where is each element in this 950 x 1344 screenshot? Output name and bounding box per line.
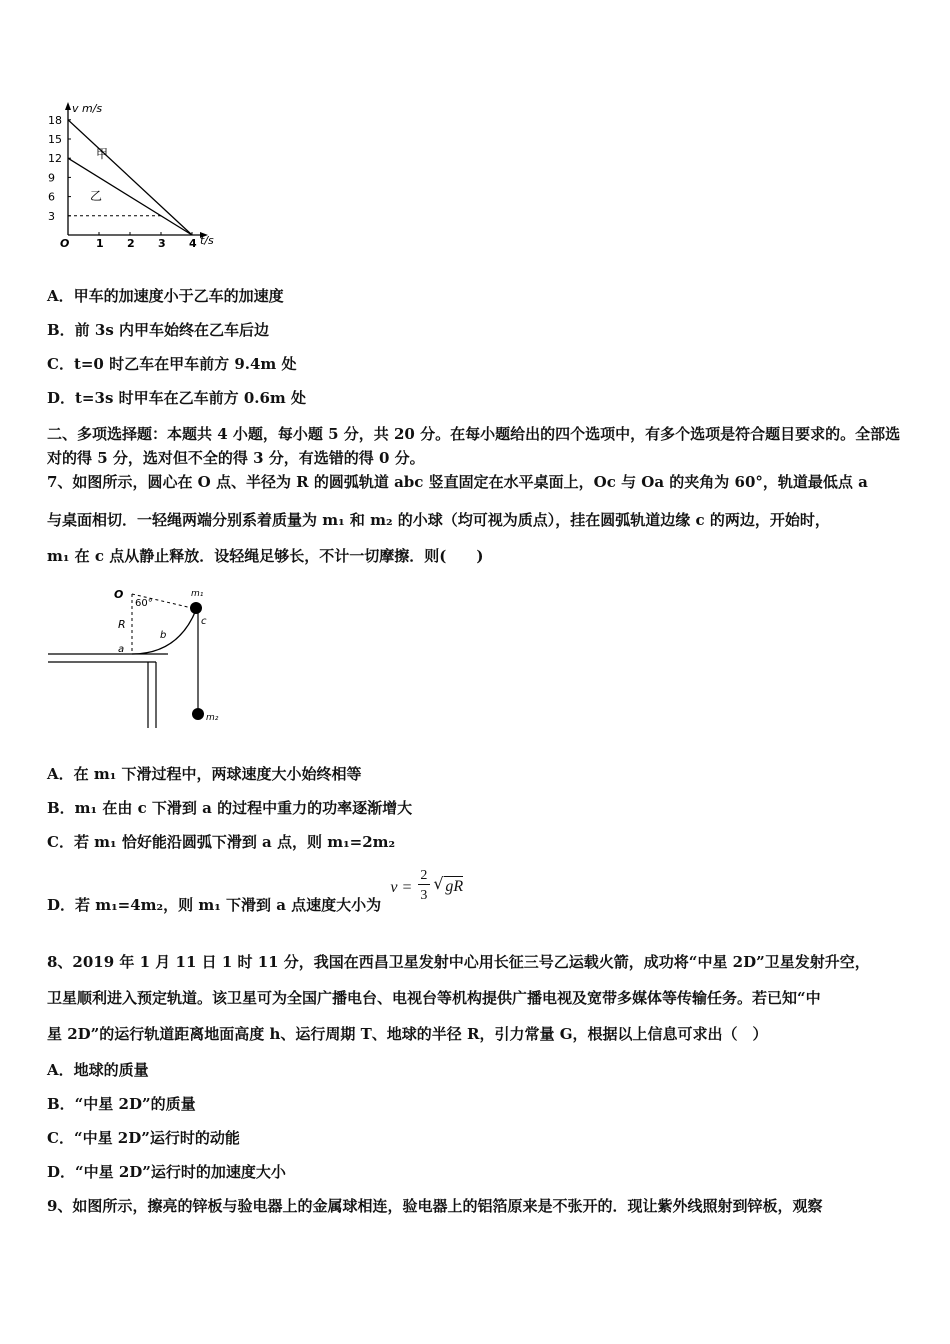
q7-option-d-text: D．若 m₁=4m₂，则 m₁ 下滑到 a 点速度大小为 (47, 896, 382, 914)
label-a: a (118, 644, 125, 655)
q8-stem-line1: 8、2019 年 1 月 11 日 1 时 11 分，我国在西昌卫星发射中心用长征三号乙运载火箭，成功将“中星 2D”卫星发射升空， (47, 953, 870, 971)
q8-stem-line2: 卫星顺利进入预定轨道。该卫星可为全国广播电台、电视台等机构提供广播电视及宽带多媒体等传输任务。若已知“中 (47, 989, 821, 1007)
label-c: c (201, 616, 207, 627)
q7-stem-line3: m₁ 在 c 点从静止释放．设轻绳足够长，不计一切摩擦．则( ) (47, 547, 484, 565)
y-tick-label: 12 (48, 152, 62, 166)
label-yi: 乙 (90, 189, 103, 203)
label-b: b (160, 630, 167, 641)
series-line-0 (68, 120, 192, 235)
y-axis-arrow (65, 102, 71, 110)
label-O: O (114, 588, 124, 601)
q7-stem-line2: 与桌面相切．一轻绳两端分别系着质量为 m₁ 和 m₂ 的小球（均可视为质点），挂在圆弧轨道边缘 c 的两边，开始时， (47, 511, 830, 529)
q8-stem-line3: 星 2D”的运行轨道距离地面高度 h、运行周期 T、地球的半径 R，引力常量 G，根据以上信息可求出（ ） (47, 1025, 768, 1043)
q7-option-c: C．若 m₁ 恰好能沿圆弧下滑到 a 点，则 m₁=2m₂ (47, 833, 396, 851)
label-m2: m₂ (206, 713, 219, 723)
q6-option-d: D．t=3s 时甲车在乙车前方 0.6m 处 (47, 389, 307, 407)
q7-option-b: B．m₁ 在由 c 下滑到 a 的过程中重力的功率逐渐增大 (47, 799, 413, 817)
x-tick-label: 3 (158, 237, 166, 250)
x-tick-label: 2 (127, 237, 135, 250)
formula-numerator: 2 (420, 868, 428, 883)
q8-option-b: B．“中星 2D”的质量 (47, 1095, 196, 1113)
ball-m1 (190, 602, 202, 614)
q7-option-d-formula (386, 868, 476, 910)
vt-graph (44, 100, 224, 250)
y-tick-label: 15 (48, 133, 62, 146)
y-tick-label: 6 (48, 190, 55, 204)
formula-sqrt-sign: √ (433, 874, 444, 893)
q6-option-b: B．前 3s 内甲车始终在乙车后边 (47, 321, 270, 339)
q8-option-a: A．地球的质量 (47, 1061, 149, 1079)
series-line-1 (68, 158, 192, 235)
formula-radicand: gR (445, 878, 464, 895)
y-tick-label: 18 (48, 113, 62, 127)
formula-lhs: v = (390, 879, 413, 896)
x-tick-label: 4 (189, 237, 197, 250)
arc-track-figure (46, 582, 246, 732)
formula-denominator: 3 (420, 888, 428, 903)
x-tick-label: 1 (96, 237, 104, 250)
y-tick-label: 9 (48, 171, 55, 185)
q7-option-a: A．在 m₁ 下滑过程中，两球速度大小始终相等 (47, 765, 362, 783)
q6-option-c: C．t=0 时乙车在甲车前方 9.4m 处 (47, 355, 297, 373)
q6-option-a: A．甲车的加速度小于乙车的加速度 (47, 287, 284, 305)
label-R: R (118, 618, 126, 631)
y-axis-label: v m/s (72, 102, 103, 115)
section-2-header: 二、多项选择题：本题共 4 小题，每小题 5 分，共 20 分。在每小题给出的四个选项中，有多个选项是符合题目要求的。全部选对的得 5 分，选对但不全的得 3 分，有选错的得 0 分。 (47, 425, 901, 467)
arc-track-svg (46, 582, 246, 732)
label-angle: 60° (135, 598, 153, 609)
label-jia: 甲 (96, 147, 109, 161)
x-axis-label: t/s (200, 234, 214, 247)
q8-option-c: C．“中星 2D”运行时的动能 (47, 1129, 240, 1147)
origin-label: O (60, 237, 70, 250)
label-m1: m₁ (191, 589, 204, 599)
formula-fraction-bar (418, 884, 430, 885)
q7-option-d (47, 868, 476, 915)
ball-m2 (192, 708, 204, 720)
y-tick-label: 3 (48, 209, 55, 223)
vt-graph-svg (44, 100, 224, 250)
q7-stem-line1: 7、如图所示，圆心在 O 点、半径为 R 的圆弧轨道 abc 竖直固定在水平桌面上，Oc 与 Oa 的夹角为 60°，轨道最低点 a (47, 473, 868, 491)
q9-stem-line1: 9、如图所示，擦亮的锌板与验电器上的金属球相连，验电器上的铝箔原来是不张开的．现让紫外线照射到锌板，观察 (47, 1197, 823, 1215)
q8-option-d: D．“中星 2D”运行时的加速度大小 (47, 1163, 286, 1181)
